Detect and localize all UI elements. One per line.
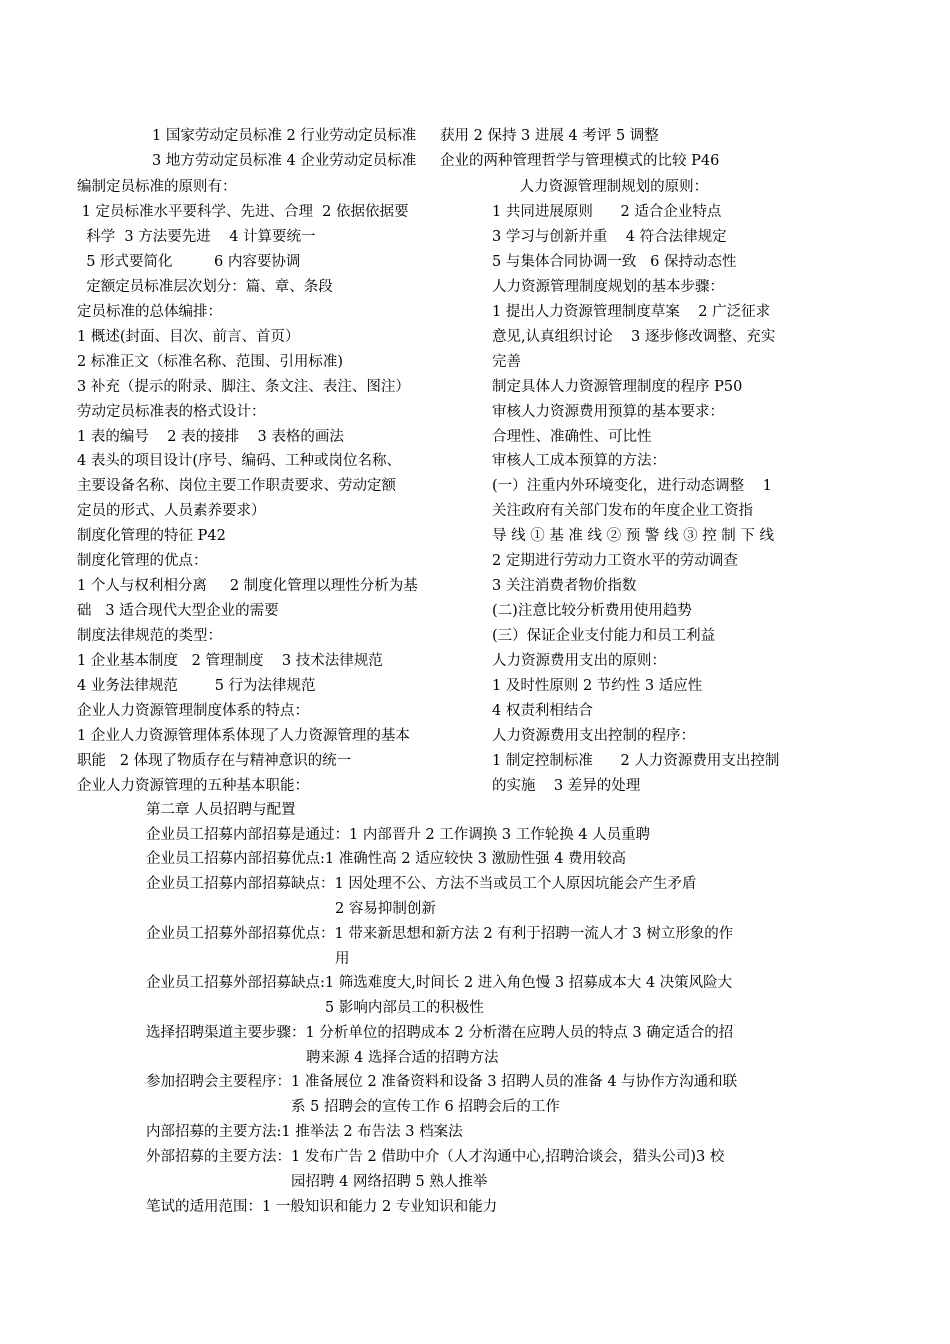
left-column-line: 1 企业基本制度 2 管理制度 3 技术法律规范 [77, 653, 383, 670]
chapter-item-text: 1 准备展位 2 准备资料和设备 3 招聘人员的准备 4 与协作方沟通和联 [291, 1074, 738, 1090]
chapter-item-text: 1 一般知识和能力 2 专业知识和能力 [262, 1199, 498, 1215]
right-column-line: 的实施 3 差异的处理 [492, 777, 641, 794]
chapter-item-text: 1 分析单位的招聘成本 2 分析潜在应聘人员的特点 3 确定适合的招 [305, 1025, 734, 1041]
right-column-line: (三）保证企业支付能力和员工利益 [492, 628, 716, 645]
chapter-item-text: 1 内部晋升 2 工作调换 3 工作轮换 4 人员重聘 [349, 827, 651, 843]
right-column-line: 1 及时性原则 2 节约性 3 适应性 [492, 678, 703, 694]
right-column-line: 意见,认真组织讨论 3 逐步修改调整、充实 [492, 328, 776, 345]
left-column-line: 1 个人与权利相分离 2 制度化管理以理性分析为基 [77, 578, 418, 595]
right-column-line: (二)注意比较分析费用使用趋势 [492, 603, 692, 620]
chapter-item-text: 1 发布广告 2 借助中介（人才沟通中心,招聘洽谈会，猎头公司)3 校 [291, 1149, 725, 1165]
left-column-line: 4 表头的项目设计(序号、编码、工种或岗位名称、 [77, 453, 401, 470]
left-column-line: 制度化管理的优点： [77, 553, 208, 570]
left-column-line: 制度化管理的特征 P42 [77, 528, 226, 545]
left-column-line: 企业人力资源管理制度体系的特点： [77, 702, 309, 719]
chapter-item [146, 1072, 737, 1092]
left-column-line: 科学 3 方法要先进 4 计算要统一 [77, 228, 316, 245]
chapter-item-text: 1 推举法 2 布告法 3 档案法 [281, 1124, 463, 1140]
chapter-item [146, 1197, 497, 1217]
chapter-item-label: 参加招聘会主要程序： [146, 1074, 291, 1090]
left-column-line: 2 标准正文（标准名称、范围、引用标准) [77, 353, 343, 370]
chapter-item [146, 1147, 724, 1167]
chapter-item-text: 1 准确性高 2 适应较快 3 激励性强 4 费用较高 [324, 851, 627, 867]
chapter-item-label: 选择招聘渠道主要步骤： [146, 1025, 306, 1041]
right-column-line: 1 制定控制标准 2 人力资源费用支出控制 [492, 752, 780, 769]
left-column-line: 3 补充（提示的附录、脚注、条文注、表注、图注） [77, 378, 410, 395]
left-column-line: 职能 2 体现了物质存在与精神意识的统一 [77, 752, 352, 769]
right-column-line: 导 线 ① 基 准 线 ② 预 警 线 ③ 控 制 下 线 [492, 528, 775, 545]
left-column-line: 1 定员标准水平要科学、先进、合理 2 依据依据要 [77, 203, 409, 220]
chapter-item-label: 企业员工招募内部招募缺点： [146, 876, 335, 892]
chapter-item-continuation: 5 影响内部员工的积极性 [325, 1000, 484, 1016]
right-column-line: 2 定期进行劳动力工资水平的劳动调查 [492, 553, 738, 570]
chapter-item [146, 924, 733, 944]
left-column-line: 定员标准的总体编排： [77, 303, 222, 320]
chapter-item-text: 1 因处理不公、方法不当或员工个人原因坑能会产生矛盾 [334, 876, 697, 892]
top-line-2-right: 企业的两种管理哲学与管理模式的比较 P46 [440, 153, 720, 169]
right-column-line: 4 权责利相结合 [492, 702, 593, 719]
top-line-2-left: 3 地方劳动定员标准 4 企业劳动定员标准 [152, 153, 417, 169]
right-column-line: 完善 [492, 353, 521, 370]
chapter-item-continuation: 2 容易抑制创新 [335, 901, 436, 917]
chapter-item-continuation: 用 [335, 951, 350, 967]
right-column-line: 人力资源管理制度规划的基本步骤： [492, 278, 724, 295]
top-line-1-left: 1 国家劳动定员标准 2 行业劳动定员标准 [152, 128, 417, 144]
chapter-item-label: 外部招募的主要方法： [146, 1149, 291, 1165]
chapter-item-label: 笔试的适用范围： [146, 1199, 262, 1215]
right-column-line: 5 与集体合同协调一致 6 保持动态性 [492, 253, 737, 270]
left-column-line: 1 表的编号 2 表的接排 3 表格的画法 [77, 428, 344, 445]
left-column-line: 制度法律规范的类型： [77, 628, 222, 645]
chapter-item [146, 1122, 463, 1142]
top-line-1-right: 获用 2 保持 3 进展 4 考评 5 调整 [440, 128, 659, 144]
right-column-line: 审核人工成本预算的方法： [492, 453, 666, 470]
chapter-item-label: 企业员工招募外部招募优点： [146, 926, 335, 942]
chapter-item-label: 企业员工招募内部招募是通过： [146, 827, 349, 843]
right-column-line: 关注政府有关部门发布的年度企业工资指 [492, 503, 753, 520]
left-column-line: 企业人力资源管理的五种基本职能： [77, 777, 309, 794]
chapter-item-text: 1 筛选难度大,时间长 2 进入角色慢 3 招募成本大 4 决策风险大 [324, 975, 733, 991]
right-column-line: 1 共同进展原则 2 适合企业特点 [492, 203, 722, 220]
right-column-line: 审核人力资源费用预算的基本要求： [492, 403, 724, 420]
chapter-item [146, 849, 626, 869]
left-column-line: 4 业务法律规范 5 行为法律规范 [77, 678, 316, 694]
right-column-line: 3 学习与创新并重 4 符合法律规定 [492, 228, 727, 245]
left-column-line: 础 3 适合现代大型企业的需要 [77, 603, 279, 620]
left-column-line: 1 企业人力资源管理体系体现了人力资源管理的基本 [77, 727, 410, 744]
chapter-item [146, 874, 696, 894]
chapter-item-label: 企业员工招募外部招募缺点: [146, 975, 325, 991]
chapter-item-label: 企业员工招募内部招募优点: [146, 851, 325, 867]
chapter-item [146, 825, 650, 845]
chapter-item-continuation: 园招聘 4 网络招聘 5 熟人推举 [291, 1174, 488, 1190]
right-column-line: 人力资源管理制规划的原则： [492, 179, 709, 195]
chapter-item-text: 1 带来新思想和新方法 2 有利于招聘一流人才 3 树立形象的作 [334, 926, 734, 942]
chapter-title: 第二章 人员招聘与配置 [146, 802, 296, 818]
left-column-line: 劳动定员标准表的格式设计： [77, 403, 266, 420]
chapter-item-continuation: 聘来源 4 选择合适的招聘方法 [306, 1050, 499, 1066]
chapter-item-label: 内部招募的主要方法: [146, 1124, 282, 1140]
left-column-line: 编制定员标准的原则有： [77, 179, 237, 195]
right-column-line: 3 关注消费者物价指数 [492, 578, 637, 595]
right-column-line: 制定具体人力资源管理制度的程序 P50 [492, 378, 743, 395]
right-column-line: 人力资源费用支出的原则： [492, 653, 666, 670]
right-column-line: 1 提出人力资源管理制度草案 2 广泛征求 [492, 303, 771, 320]
chapter-item-continuation: 系 5 招聘会的宣传工作 6 招聘会后的工作 [291, 1099, 560, 1115]
left-column-line: 定员的形式、人员素养要求） [77, 503, 266, 520]
left-column-line: 5 形式要简化 6 内容要协调 [77, 253, 301, 270]
left-column-line: 主要设备名称、岗位主要工作职责要求、劳动定额 [77, 478, 396, 495]
chapter-item [146, 973, 732, 993]
left-column-line: 定额定员标准层次划分：篇、章、条段 [77, 278, 333, 295]
chapter-item [146, 1023, 733, 1043]
right-column-line: 人力资源费用支出控制的程序： [492, 727, 695, 744]
right-column-line: 合理性、准确性、可比性 [492, 428, 652, 445]
right-column-line: (一）注重内外环境变化，进行动态调整 1 [492, 478, 772, 495]
left-column-line: 1 概述(封面、目次、前言、首页） [77, 328, 300, 345]
